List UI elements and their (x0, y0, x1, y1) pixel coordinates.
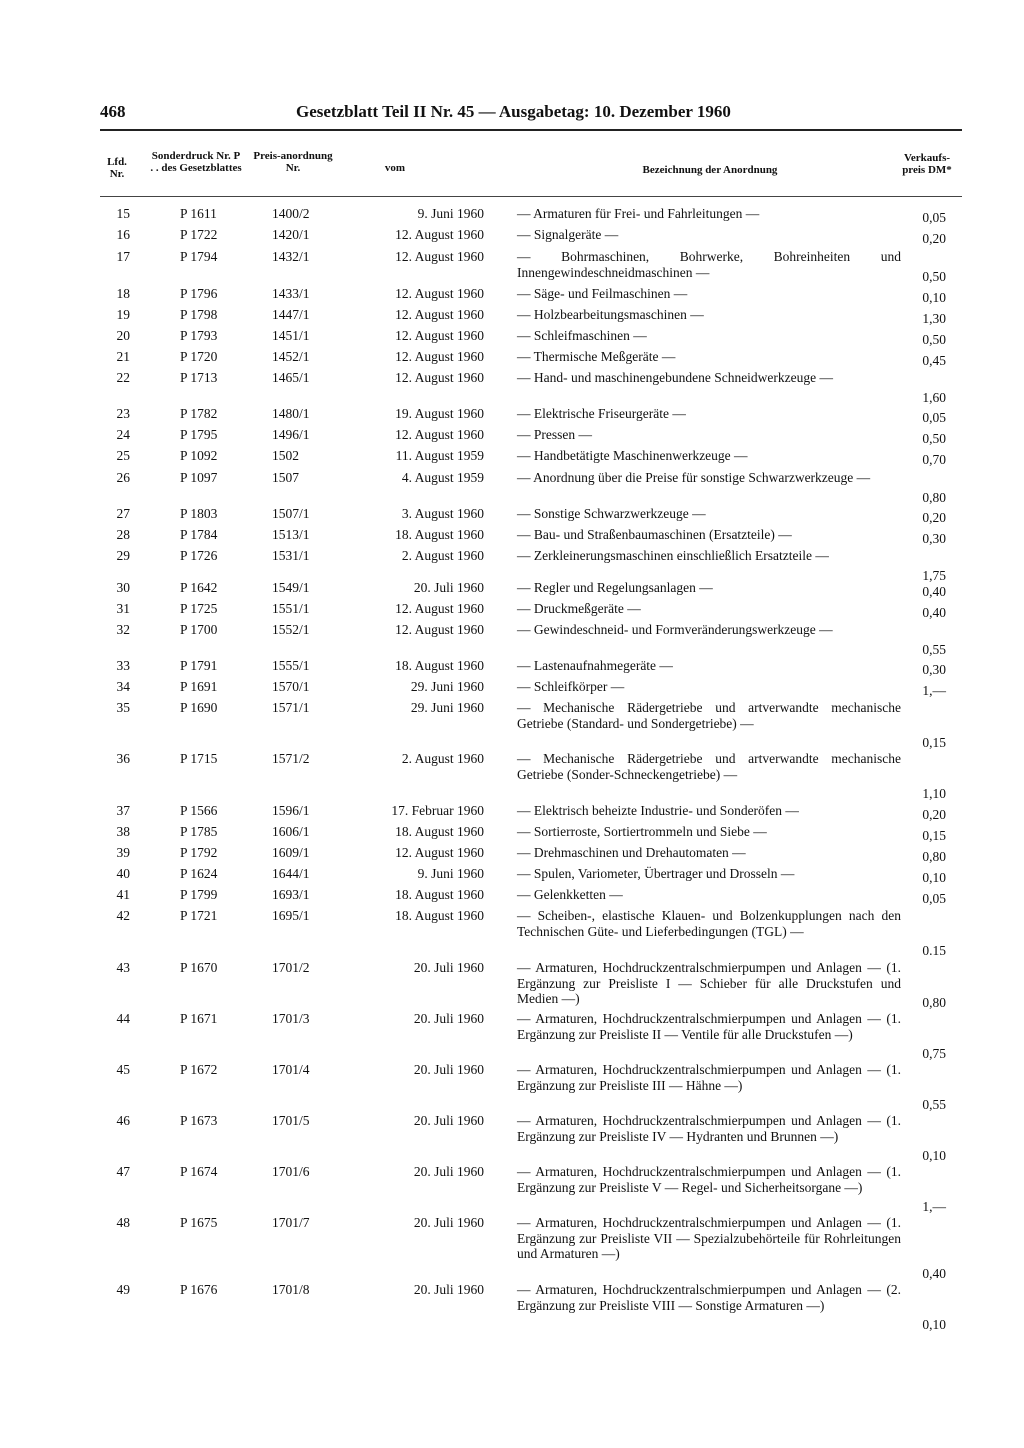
preisanordnung-number: 1513/1 (272, 527, 310, 542)
row-number: 32 (116, 622, 130, 637)
order-description: — Schleifmaschinen — (517, 328, 647, 343)
order-description: — Signalgeräte — (517, 227, 619, 242)
preisanordnung-number: 1609/1 (272, 845, 310, 860)
header-divider (100, 129, 962, 131)
preisanordnung-number: 1549/1 (272, 580, 310, 595)
column-header-verkaufspreis: Verkaufs-preis DM* (902, 152, 952, 176)
row-number: 48 (116, 1215, 130, 1230)
preisanordnung-number: 1701/2 (272, 960, 310, 975)
order-date: 11. August 1959 (395, 448, 484, 463)
preisanordnung-number: 1701/5 (272, 1113, 310, 1128)
sale-price: 0,10 (922, 1148, 946, 1163)
sonderdruck-number: P 1671 (180, 1011, 218, 1026)
sonderdruck-number: P 1795 (180, 427, 218, 442)
sale-price: 0,40 (922, 584, 946, 599)
sale-price: 0,40 (922, 1265, 946, 1281)
preisanordnung-number: 1701/4 (272, 1062, 310, 1077)
sonderdruck-number: P 1715 (180, 751, 218, 766)
sale-price: 1,60 (922, 389, 946, 405)
sonderdruck-number: P 1791 (180, 658, 218, 673)
row-number: 43 (116, 960, 130, 975)
sonderdruck-number: P 1720 (180, 349, 218, 364)
sale-price: 0,50 (922, 431, 946, 446)
order-description: — Hand- und maschinengebundene Schneidwerkzeuge — (517, 370, 834, 385)
order-date: 12. August 1960 (395, 227, 484, 242)
order-description: — Thermische Meßgeräte — (517, 349, 676, 364)
sonderdruck-number: P 1624 (180, 866, 218, 881)
sonderdruck-number: P 1642 (180, 580, 218, 595)
order-date: 20. Juli 1960 (413, 1113, 484, 1128)
sonderdruck-number: P 1721 (180, 908, 218, 923)
row-number: 36 (116, 751, 130, 766)
preisanordnung-number: 1695/1 (272, 908, 310, 923)
preisanordnung-number: 1400/2 (272, 206, 310, 221)
order-description: — Bohrmaschinen, Bohrwerke, Bohreinheiten und Innengewindeschneidmaschinen — (517, 249, 901, 280)
order-description: — Bau- und Straßenbaumaschinen (Ersatzteile) — (517, 527, 792, 542)
sonderdruck-number: P 1691 (180, 679, 218, 694)
sonderdruck-number: P 1726 (180, 548, 218, 563)
row-number: 26 (116, 470, 130, 485)
row-number: 29 (116, 548, 130, 563)
row-number: 28 (116, 527, 130, 542)
sale-price: 0,80 (922, 489, 946, 505)
sonderdruck-number: P 1673 (180, 1113, 218, 1128)
sonderdruck-number: P 1097 (180, 470, 218, 485)
sale-price: 0,05 (922, 210, 946, 225)
row-number: 41 (116, 887, 130, 902)
order-description: — Elektrische Friseurgeräte — (517, 406, 686, 421)
order-date: 12. August 1960 (395, 249, 484, 264)
order-date: 18. August 1960 (395, 908, 484, 923)
sonderdruck-number: P 1713 (180, 370, 218, 385)
order-date: 20. Juli 1960 (413, 580, 484, 595)
column-header-bezeichnung: Bezeichnung der Anordnung (642, 164, 778, 176)
preisanordnung-number: 1701/3 (272, 1011, 310, 1026)
sale-price: 0,10 (922, 1317, 946, 1332)
sonderdruck-number: P 1796 (180, 286, 218, 301)
sale-price: 0.15 (922, 943, 946, 958)
sonderdruck-number: P 1803 (180, 506, 218, 521)
row-number: 18 (116, 286, 130, 301)
sale-price: 0,20 (922, 510, 946, 525)
order-description: — Holzbearbeitungsmaschinen — (517, 307, 704, 322)
preisanordnung-number: 1571/1 (272, 700, 310, 715)
row-number: 15 (116, 206, 130, 221)
sale-price: 0,50 (922, 332, 946, 347)
row-number: 16 (116, 227, 130, 242)
order-description: — Armaturen für Frei- und Fahrleitungen — (517, 206, 760, 221)
order-description: — Gewindeschneid- und Formveränderungswerkzeuge — (517, 622, 833, 637)
sonderdruck-number: P 1092 (180, 448, 218, 463)
order-description: — Armaturen, Hochdruckzentralschmierpumpen und Anlagen — (1. Ergänzung zur Preisliste II — Ventile für alle Druckstufen —) (517, 1011, 901, 1042)
sonderdruck-number: P 1794 (180, 249, 218, 264)
row-number: 21 (116, 349, 130, 364)
order-date: 18. August 1960 (395, 658, 484, 673)
row-number: 35 (116, 700, 130, 715)
order-date: 19. August 1960 (395, 406, 484, 421)
preisanordnung-number: 1701/8 (272, 1282, 310, 1297)
column-header-divider (100, 196, 962, 197)
sonderdruck-number: P 1784 (180, 527, 218, 542)
sale-price: 0,55 (922, 1097, 946, 1112)
order-date: 12. August 1960 (395, 427, 484, 442)
preisanordnung-number: 1452/1 (272, 349, 310, 364)
row-number: 23 (116, 406, 130, 421)
sonderdruck-number: P 1782 (180, 406, 218, 421)
sale-price: 0,10 (922, 290, 946, 305)
order-description: — Anordnung über die Preise für sonstige Schwarzwerkzeuge — (517, 470, 871, 485)
order-description: — Handbetätigte Maschinenwerkzeuge — (517, 448, 748, 463)
row-number: 19 (116, 307, 130, 322)
preisanordnung-number: 1693/1 (272, 887, 310, 902)
preisanordnung-number: 1551/1 (272, 601, 310, 616)
preisanordnung-number: 1644/1 (272, 866, 310, 881)
preisanordnung-number: 1596/1 (272, 803, 310, 818)
order-date: 20. Juli 1960 (413, 1011, 484, 1026)
order-description: — Drehmaschinen und Drehautomaten — (517, 845, 746, 860)
page-number: 468 (100, 102, 126, 121)
order-description: — Armaturen, Hochdruckzentralschmierpumpen und Anlagen — (1. Ergänzung zur Preisliste VII — Spezialzubehörteile für Rohrleitungen und Armaturen —) (517, 1215, 901, 1261)
order-date: 29. Juni 1960 (410, 700, 484, 715)
order-description: — Pressen — (517, 427, 592, 442)
order-description: — Zerkleinerungsmaschinen einschließlich Ersatzteile — (517, 548, 829, 563)
order-date: 12. August 1960 (395, 622, 484, 637)
column-header-preisanordnung: Preis-anordnung Nr. (253, 150, 333, 174)
sale-price: 1,10 (922, 786, 946, 801)
sonderdruck-number: P 1700 (180, 622, 218, 637)
order-description: — Armaturen, Hochdruckzentralschmierpumpen und Anlagen — (2. Ergänzung zur Preisliste VIII — Sonstige Armaturen —) (517, 1282, 901, 1313)
sonderdruck-number: P 1676 (180, 1282, 218, 1297)
sale-price: 1,75 (922, 567, 946, 583)
row-number: 46 (116, 1113, 130, 1128)
preisanordnung-number: 1480/1 (272, 406, 310, 421)
row-number: 49 (116, 1282, 130, 1297)
row-number: 30 (116, 580, 130, 595)
order-date: 2. August 1960 (401, 751, 484, 766)
order-description: — Elektrisch beheizte Industrie- und Sonderöfen — (517, 803, 799, 818)
order-date: 20. Juli 1960 (413, 960, 484, 975)
sonderdruck-number: P 1675 (180, 1215, 218, 1230)
sale-price: 0,40 (922, 605, 946, 620)
preisanordnung-number: 1701/6 (272, 1164, 310, 1179)
preisanordnung-number: 1433/1 (272, 286, 310, 301)
order-date: 20. Juli 1960 (413, 1062, 484, 1077)
preisanordnung-number: 1465/1 (272, 370, 310, 385)
order-date: 9. Juni 1960 (417, 866, 484, 881)
row-number: 44 (116, 1011, 130, 1026)
row-number: 37 (116, 803, 130, 818)
row-number: 31 (116, 601, 130, 616)
order-date: 4. August 1959 (401, 470, 484, 485)
sonderdruck-number: P 1690 (180, 700, 218, 715)
order-description: — Lastenaufnahmegeräte — (517, 658, 673, 673)
sonderdruck-number: P 1793 (180, 328, 218, 343)
sale-price: 0,30 (922, 662, 946, 677)
row-number: 34 (116, 679, 130, 694)
preisanordnung-number: 1420/1 (272, 227, 310, 242)
page-header-title: Gesetzblatt Teil II Nr. 45 — Ausgabetag: 10. Dezember 1960 (296, 102, 731, 121)
preisanordnung-number: 1701/7 (272, 1215, 310, 1230)
order-date: 12. August 1960 (395, 286, 484, 301)
row-number: 27 (116, 506, 130, 521)
sale-price: 0,45 (922, 353, 946, 368)
order-date: 18. August 1960 (395, 527, 484, 542)
row-number: 22 (116, 370, 130, 385)
order-description: — Gelenkketten — (517, 887, 623, 902)
sale-price: 0,80 (922, 849, 946, 864)
order-description: — Mechanische Rädergetriebe und artverwandte mechanische Getriebe (Standard- und Sondergetriebe) — (517, 700, 901, 731)
column-header-nr: Lfd. Nr. (107, 156, 127, 180)
preisanordnung-number: 1571/2 (272, 751, 310, 766)
sonderdruck-number: P 1722 (180, 227, 218, 242)
preisanordnung-number: 1507 (272, 470, 299, 485)
preisanordnung-number: 1555/1 (272, 658, 310, 673)
sale-price: 0,10 (922, 870, 946, 885)
sale-price: 1,30 (922, 311, 946, 326)
sale-price: 1,— (922, 683, 946, 698)
order-date: 3. August 1960 (401, 506, 484, 521)
preisanordnung-number: 1432/1 (272, 249, 310, 264)
sale-price: 0,50 (922, 268, 946, 284)
row-number: 42 (116, 908, 130, 923)
order-date: 18. August 1960 (395, 824, 484, 839)
sonderdruck-number: P 1785 (180, 824, 218, 839)
row-number: 20 (116, 328, 130, 343)
order-date: 20. Juli 1960 (413, 1164, 484, 1179)
preisanordnung-number: 1502 (272, 448, 299, 463)
order-date: 29. Juni 1960 (410, 679, 484, 694)
sale-price: 0,80 (922, 995, 946, 1010)
sonderdruck-number: P 1799 (180, 887, 218, 902)
order-description: — Scheiben-, elastische Klauen- und Bolzenkupplungen nach den Technischen Güte- und Lieferbedingungen (TGL) — (517, 908, 901, 939)
column-header-vom: vom (384, 162, 406, 174)
order-description: — Armaturen, Hochdruckzentralschmierpumpen und Anlagen — (1. Ergänzung zur Preisliste IV — Hydranten und Brunnen —) (517, 1113, 901, 1144)
order-date: 12. August 1960 (395, 601, 484, 616)
order-date: 12. August 1960 (395, 307, 484, 322)
order-description: — Sonstige Schwarzwerkzeuge — (517, 506, 706, 521)
order-date: 12. August 1960 (395, 845, 484, 860)
row-number: 47 (116, 1164, 130, 1179)
sale-price: 1,— (922, 1199, 946, 1214)
sonderdruck-number: P 1792 (180, 845, 218, 860)
preisanordnung-number: 1531/1 (272, 548, 310, 563)
sonderdruck-number: P 1672 (180, 1062, 218, 1077)
sale-price: 0,05 (922, 891, 946, 906)
preisanordnung-number: 1606/1 (272, 824, 310, 839)
sonderdruck-number: P 1798 (180, 307, 218, 322)
row-number: 33 (116, 658, 130, 673)
order-date: 12. August 1960 (395, 349, 484, 364)
order-date: 17. Februar 1960 (391, 803, 484, 818)
order-date: 20. Juli 1960 (413, 1282, 484, 1297)
sale-price: 0,15 (922, 828, 946, 843)
sale-price: 0,75 (922, 1046, 946, 1061)
row-number: 39 (116, 845, 130, 860)
sonderdruck-number: P 1611 (180, 206, 217, 221)
order-description: — Armaturen, Hochdruckzentralschmierpumpen und Anlagen — (1. Ergänzung zur Preisliste V — Regel- und Sicherheitsorgane —) (517, 1164, 901, 1195)
order-date: 12. August 1960 (395, 328, 484, 343)
sale-price: 0,30 (922, 531, 946, 546)
order-date: 9. Juni 1960 (417, 206, 484, 221)
preisanordnung-number: 1507/1 (272, 506, 310, 521)
order-date: 12. August 1960 (395, 370, 484, 385)
sonderdruck-number: P 1566 (180, 803, 218, 818)
sale-price: 0,15 (922, 735, 946, 750)
order-description: — Spulen, Variometer, Übertrager und Drosseln — (517, 866, 795, 881)
order-description: — Regler und Regelungsanlagen — (517, 580, 713, 595)
row-number: 24 (116, 427, 130, 442)
sale-price: 0,20 (922, 231, 946, 246)
sale-price: 0,05 (922, 410, 946, 425)
order-date: 20. Juli 1960 (413, 1215, 484, 1230)
order-description: — Armaturen, Hochdruckzentralschmierpumpen und Anlagen — (1. Ergänzung zur Preisliste I — Schieber für alle Druckstufen und Medien —) (517, 960, 901, 1006)
row-number: 25 (116, 448, 130, 463)
preisanordnung-number: 1496/1 (272, 427, 310, 442)
sale-price: 0,55 (922, 641, 946, 657)
sonderdruck-number: P 1674 (180, 1164, 218, 1179)
row-number: 45 (116, 1062, 130, 1077)
order-description: — Mechanische Rädergetriebe und artverwandte mechanische Getriebe (Sonder-Schneckengetriebe) — (517, 751, 901, 782)
order-description: — Druckmeßgeräte — (517, 601, 641, 616)
preisanordnung-number: 1451/1 (272, 328, 310, 343)
row-number: 40 (116, 866, 130, 881)
sonderdruck-number: P 1670 (180, 960, 218, 975)
preisanordnung-number: 1552/1 (272, 622, 310, 637)
order-description: — Schleifkörper — (517, 679, 625, 694)
column-header-sonderdruck: Sonderdruck Nr. P . . des Gesetzblattes (150, 150, 242, 174)
sale-price: 0,70 (922, 452, 946, 467)
preisanordnung-number: 1447/1 (272, 307, 310, 322)
order-description: — Armaturen, Hochdruckzentralschmierpumpen und Anlagen — (1. Ergänzung zur Preisliste III — Hähne —) (517, 1062, 901, 1093)
order-description: — Sortierroste, Sortiertrommeln und Siebe — (517, 824, 767, 839)
sonderdruck-number: P 1725 (180, 601, 218, 616)
order-date: 2. August 1960 (401, 548, 484, 563)
row-number: 38 (116, 824, 130, 839)
sale-price: 0,20 (922, 807, 946, 822)
row-number: 17 (116, 249, 130, 264)
order-description: — Säge- und Feilmaschinen — (517, 286, 688, 301)
preisanordnung-number: 1570/1 (272, 679, 310, 694)
order-date: 18. August 1960 (395, 887, 484, 902)
